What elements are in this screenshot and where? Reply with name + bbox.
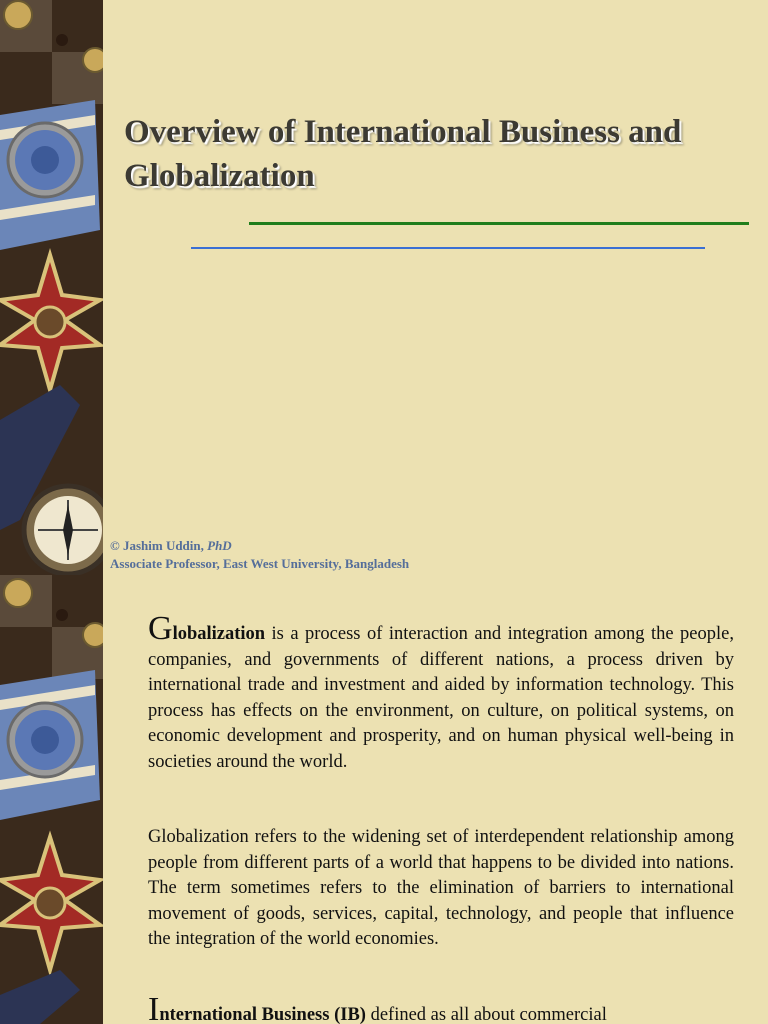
medal-ribbon-decoration-icon: [0, 0, 103, 575]
medal-ribbon-decoration-icon: [0, 575, 103, 1024]
content-slide: [0, 575, 768, 1024]
author-degree: PhD: [207, 538, 232, 553]
author-affiliation: Associate Professor, East West University, Bangladesh: [110, 556, 410, 571]
drop-cap: G: [148, 610, 173, 647]
paragraph-international-business: [148, 991, 734, 1024]
lead-term: lobalization: [172, 624, 266, 644]
title-underline-green: [249, 222, 749, 225]
author-line: [110, 537, 409, 555]
paragraph-text: defined as all about commercial: [365, 1005, 607, 1024]
paragraph-text: is a process of interaction and integration among the people, companies, and governments of different nations, a process driven by international trade and investment and aided by information technology. This process has effects on the environment, on culture, on political systems, on economic development and prosperity, and on human physical well-being in societies around the world.: [148, 624, 734, 772]
paragraph-globalization-definition: [148, 610, 734, 775]
title-underline-blue: [191, 247, 705, 249]
author-name: © Jashim Uddin,: [110, 538, 204, 553]
slide-title: Overview of International Business and Globalization: [124, 114, 682, 194]
author-block: [110, 537, 409, 573]
paragraph-globalization-refers: Globalization refers to the widening set of interdependent relationship among people from different parts of a world that happens to be divided into nations. The term sometimes refers to the elimination of barriers to international movement of goods, services, capital, technology, and people that influence the integration of the world economies.: [148, 827, 734, 949]
drop-cap: I: [148, 991, 160, 1024]
lead-term: nternational Business (IB): [159, 1005, 366, 1024]
